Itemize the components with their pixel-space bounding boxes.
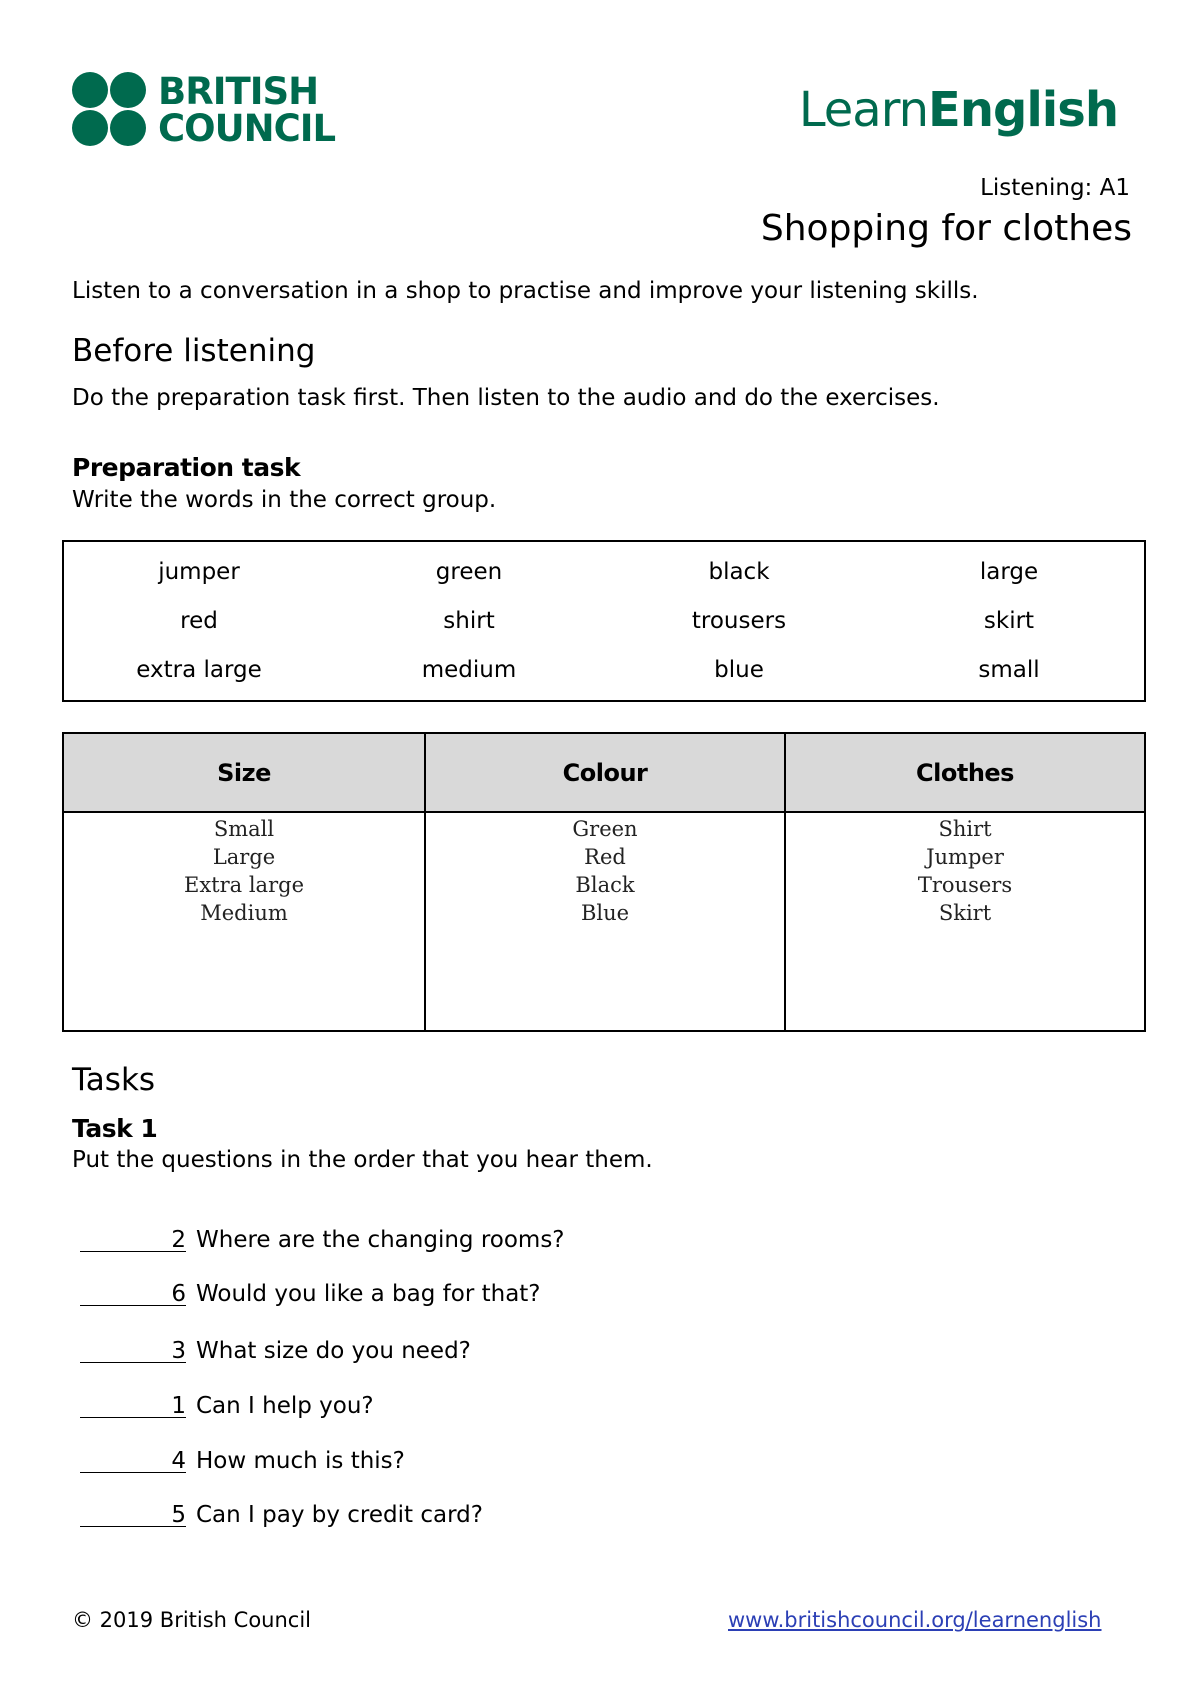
task1-instruction: Put the questions in the order that you hear them. [72,1147,653,1173]
colour-header: Colour [424,734,784,813]
answer-blank[interactable]: 3 [80,1340,186,1363]
word-item: trousers [691,607,787,634]
task-item [80,1448,405,1474]
word-item: large [979,559,1039,586]
colour-answer: Green [572,817,638,841]
size-answer: Extra large [184,873,304,897]
colour-answer: Black [575,873,635,897]
tasks-heading: Tasks [72,1062,156,1098]
task-question: Where are the changing rooms? [196,1227,565,1253]
learnenglish-logo: LearnEnglish [798,82,1118,138]
clothes-answer: Trousers [917,873,1013,897]
word-item: jumper [158,559,240,586]
word-item: skirt [983,607,1035,634]
word-item: red [180,607,218,634]
task-item [80,1502,483,1528]
word-item: shirt [443,607,495,634]
answer-blank[interactable]: 6 [80,1283,186,1306]
task-item [80,1227,565,1253]
answer-blank[interactable]: 2 [80,1229,186,1252]
british-council-wordmark: BRITISH COUNCIL [158,70,336,150]
task-question: What size do you need? [196,1338,471,1364]
task-question: Would you like a bag for that? [196,1281,541,1307]
answer-blank[interactable]: 1 [80,1395,186,1418]
colour-answer: Blue [580,901,630,925]
page-title: Shopping for clothes [760,208,1132,249]
task-item [80,1393,374,1419]
size-column[interactable] [64,813,424,1030]
copyright: © 2019 British Council [72,1608,312,1632]
clothes-answer: Skirt [938,901,992,925]
word-item: black [708,559,770,586]
answer-blank[interactable]: 4 [80,1450,186,1473]
intro-text: Listen to a conversation in a shop to practise and improve your listening skills. [72,278,979,304]
word-item: medium [421,656,517,683]
size-answer: Small [213,817,275,841]
website-link[interactable]: www.britishcouncil.org/learnenglish [728,1608,1102,1632]
before-listening-text: Do the preparation task first. Then listen to the audio and do the exercises. [72,385,940,411]
word-box [62,540,1146,702]
task-question: Can I pay by credit card? [196,1502,483,1528]
task1-heading: Task 1 [72,1114,158,1143]
size-answer: Large [212,845,276,869]
british-council-logo [72,72,335,148]
word-item: extra large [136,656,262,683]
before-listening-heading: Before listening [72,333,316,369]
task-question: Can I help you? [196,1393,374,1419]
british-council-dots-icon [72,72,148,148]
level-label: Listening: A1 [980,175,1130,201]
word-item: blue [714,656,764,683]
colour-column[interactable] [424,813,784,1030]
clothes-answer: Jumper [926,845,1004,869]
clothes-header: Clothes [784,734,1144,813]
task-item [80,1281,541,1307]
word-item: green [435,559,503,586]
groups-table [62,732,1146,1032]
word-item: small [978,656,1040,683]
preparation-task-instruction: Write the words in the correct group. [72,487,497,513]
clothes-answer: Shirt [938,817,992,841]
task-item [80,1338,471,1364]
size-answer: Medium [200,901,288,925]
colour-answer: Red [584,845,626,869]
size-header: Size [64,734,424,813]
preparation-task-heading: Preparation task [72,453,301,482]
clothes-column[interactable] [784,813,1144,1030]
task-question: How much is this? [196,1448,405,1474]
answer-blank[interactable]: 5 [80,1504,186,1527]
